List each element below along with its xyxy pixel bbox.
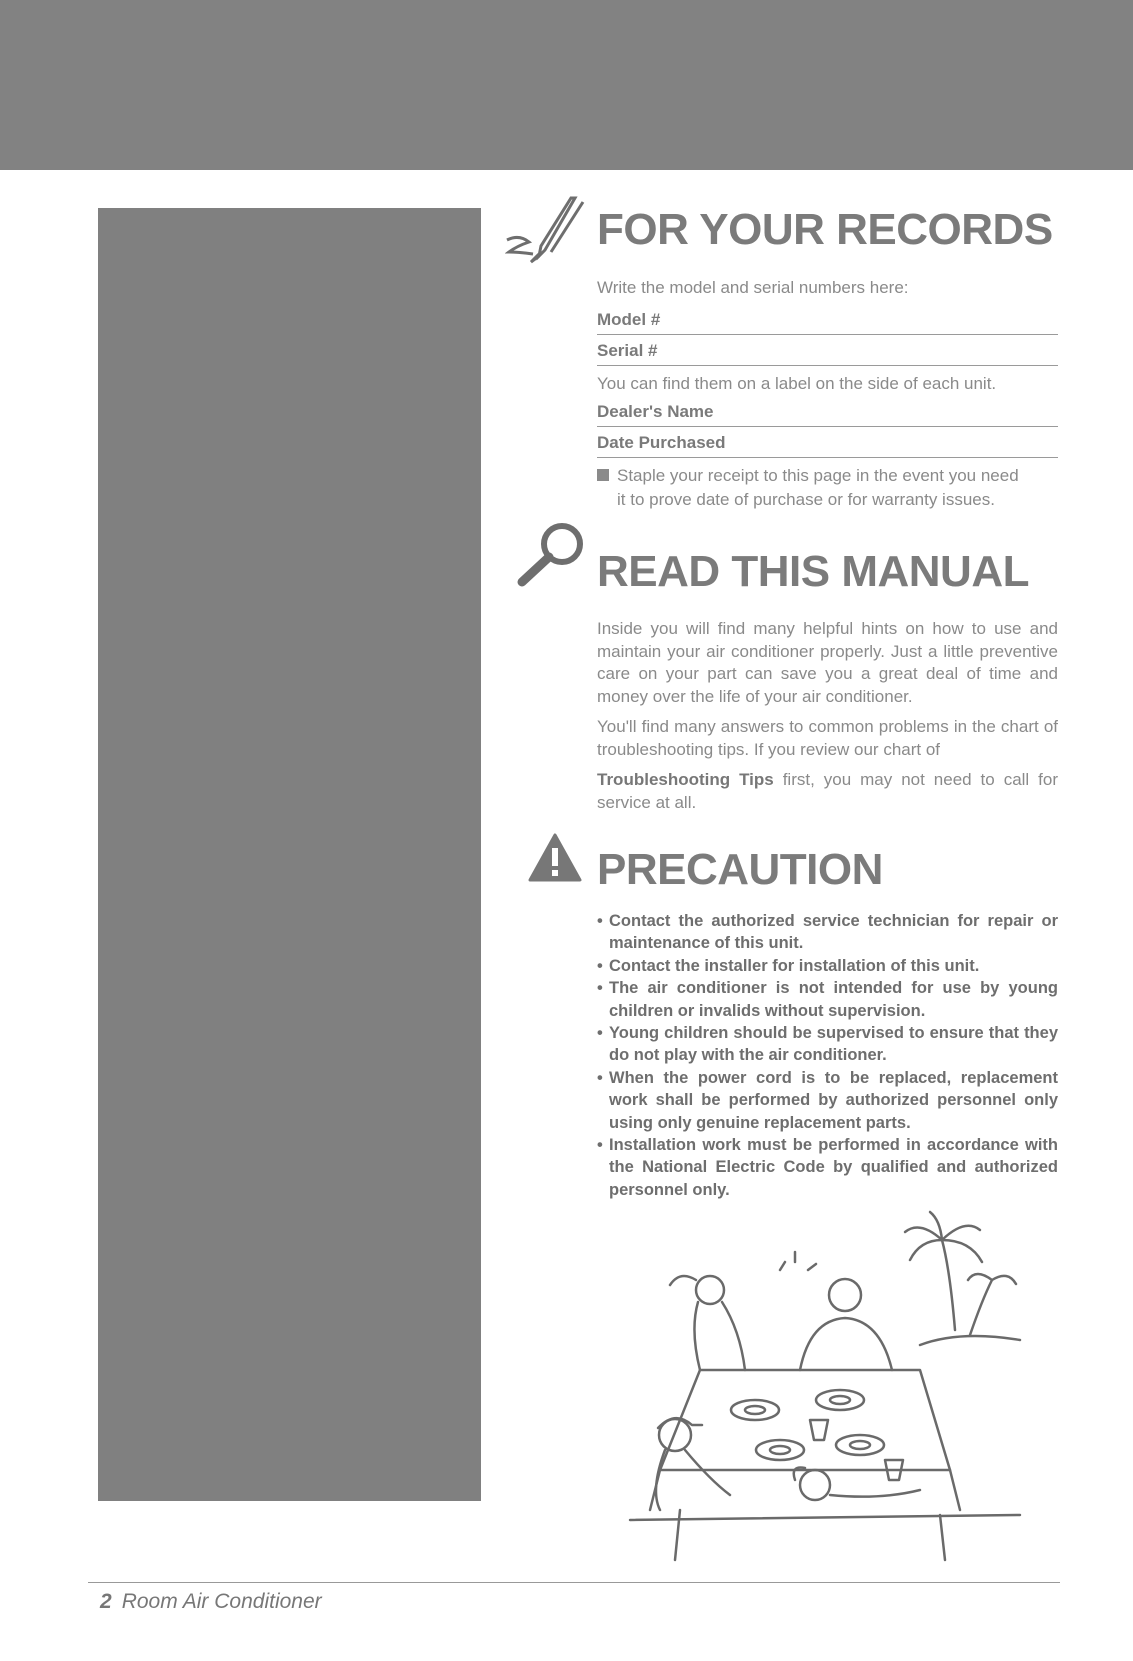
precaution-title: PRECAUTION	[597, 845, 883, 894]
side-panel	[98, 208, 481, 1501]
manual-paragraph-3-text: first, you may not need to call for service at all.	[597, 770, 1058, 812]
serial-field: Serial #	[597, 335, 1058, 366]
magnifier-icon	[516, 520, 588, 588]
list-item: • Young children should be supervised to ensure that they do not play with the air conditioner.	[597, 1024, 1058, 1065]
page-number: 2	[100, 1590, 112, 1613]
precaution-section	[597, 845, 1058, 1201]
content-column	[597, 200, 1058, 1201]
manual-title: READ THIS MANUAL	[597, 547, 1029, 596]
page-footer	[100, 1590, 322, 1614]
warning-icon	[527, 832, 583, 884]
records-title: FOR YOUR RECORDS	[597, 205, 1053, 254]
staple-line-1: Staple your receipt to this page in the event you need	[617, 466, 1019, 485]
header-band	[0, 0, 1133, 170]
manual-paragraph-2: You'll find many answers to common problems in the chart of troubleshooting tips. If you review our chart of	[597, 717, 1058, 759]
list-item: • When the power cord is to be replaced, replacement work shall be performed by authorized personnel only using only genuine replacement parts.	[597, 1068, 1058, 1132]
manual-paragraph-1: Inside you will find many helpful hints on how to use and maintain your air conditioner properly. Just a little preventive care on your part can save you a great deal of time and money over the life of your air conditioner.	[597, 619, 1058, 706]
date-purchased-field: Date Purchased	[597, 427, 1058, 458]
model-field: Model #	[597, 304, 1058, 335]
list-item: • Installation work must be performed in accordance with the National Electric Code by qualified and authorized personnel only.	[597, 1136, 1058, 1199]
manual-paragraph-3	[597, 769, 1058, 814]
staple-note	[597, 464, 1058, 512]
records-section	[597, 205, 1058, 512]
list-item: • The air conditioner is not intended for use by young children or invalids without supervision.	[597, 979, 1058, 1020]
manual-section	[597, 547, 1058, 814]
dealer-name-field: Dealer's Name	[597, 396, 1058, 427]
footer-divider	[88, 1582, 1060, 1583]
records-intro: Write the model and serial numbers here:	[597, 278, 909, 297]
list-item: • Contact the installer for installation of this unit.	[597, 956, 980, 975]
list-item: • Contact the authorized service technician for repair or maintenance of this unit.	[597, 912, 1058, 953]
picnic-illustration	[620, 1210, 1060, 1570]
square-bullet-icon	[597, 469, 609, 481]
pen-icon	[505, 196, 589, 268]
staple-line-2: it to prove date of purchase or for warranty issues.	[617, 490, 995, 509]
precaution-list	[597, 910, 1058, 1201]
troubleshooting-tips-label: Troubleshooting Tips	[597, 770, 774, 789]
records-note: You can find them on a label on the side of each unit.	[597, 374, 997, 393]
footer-title: Room Air Conditioner	[121, 1590, 322, 1613]
